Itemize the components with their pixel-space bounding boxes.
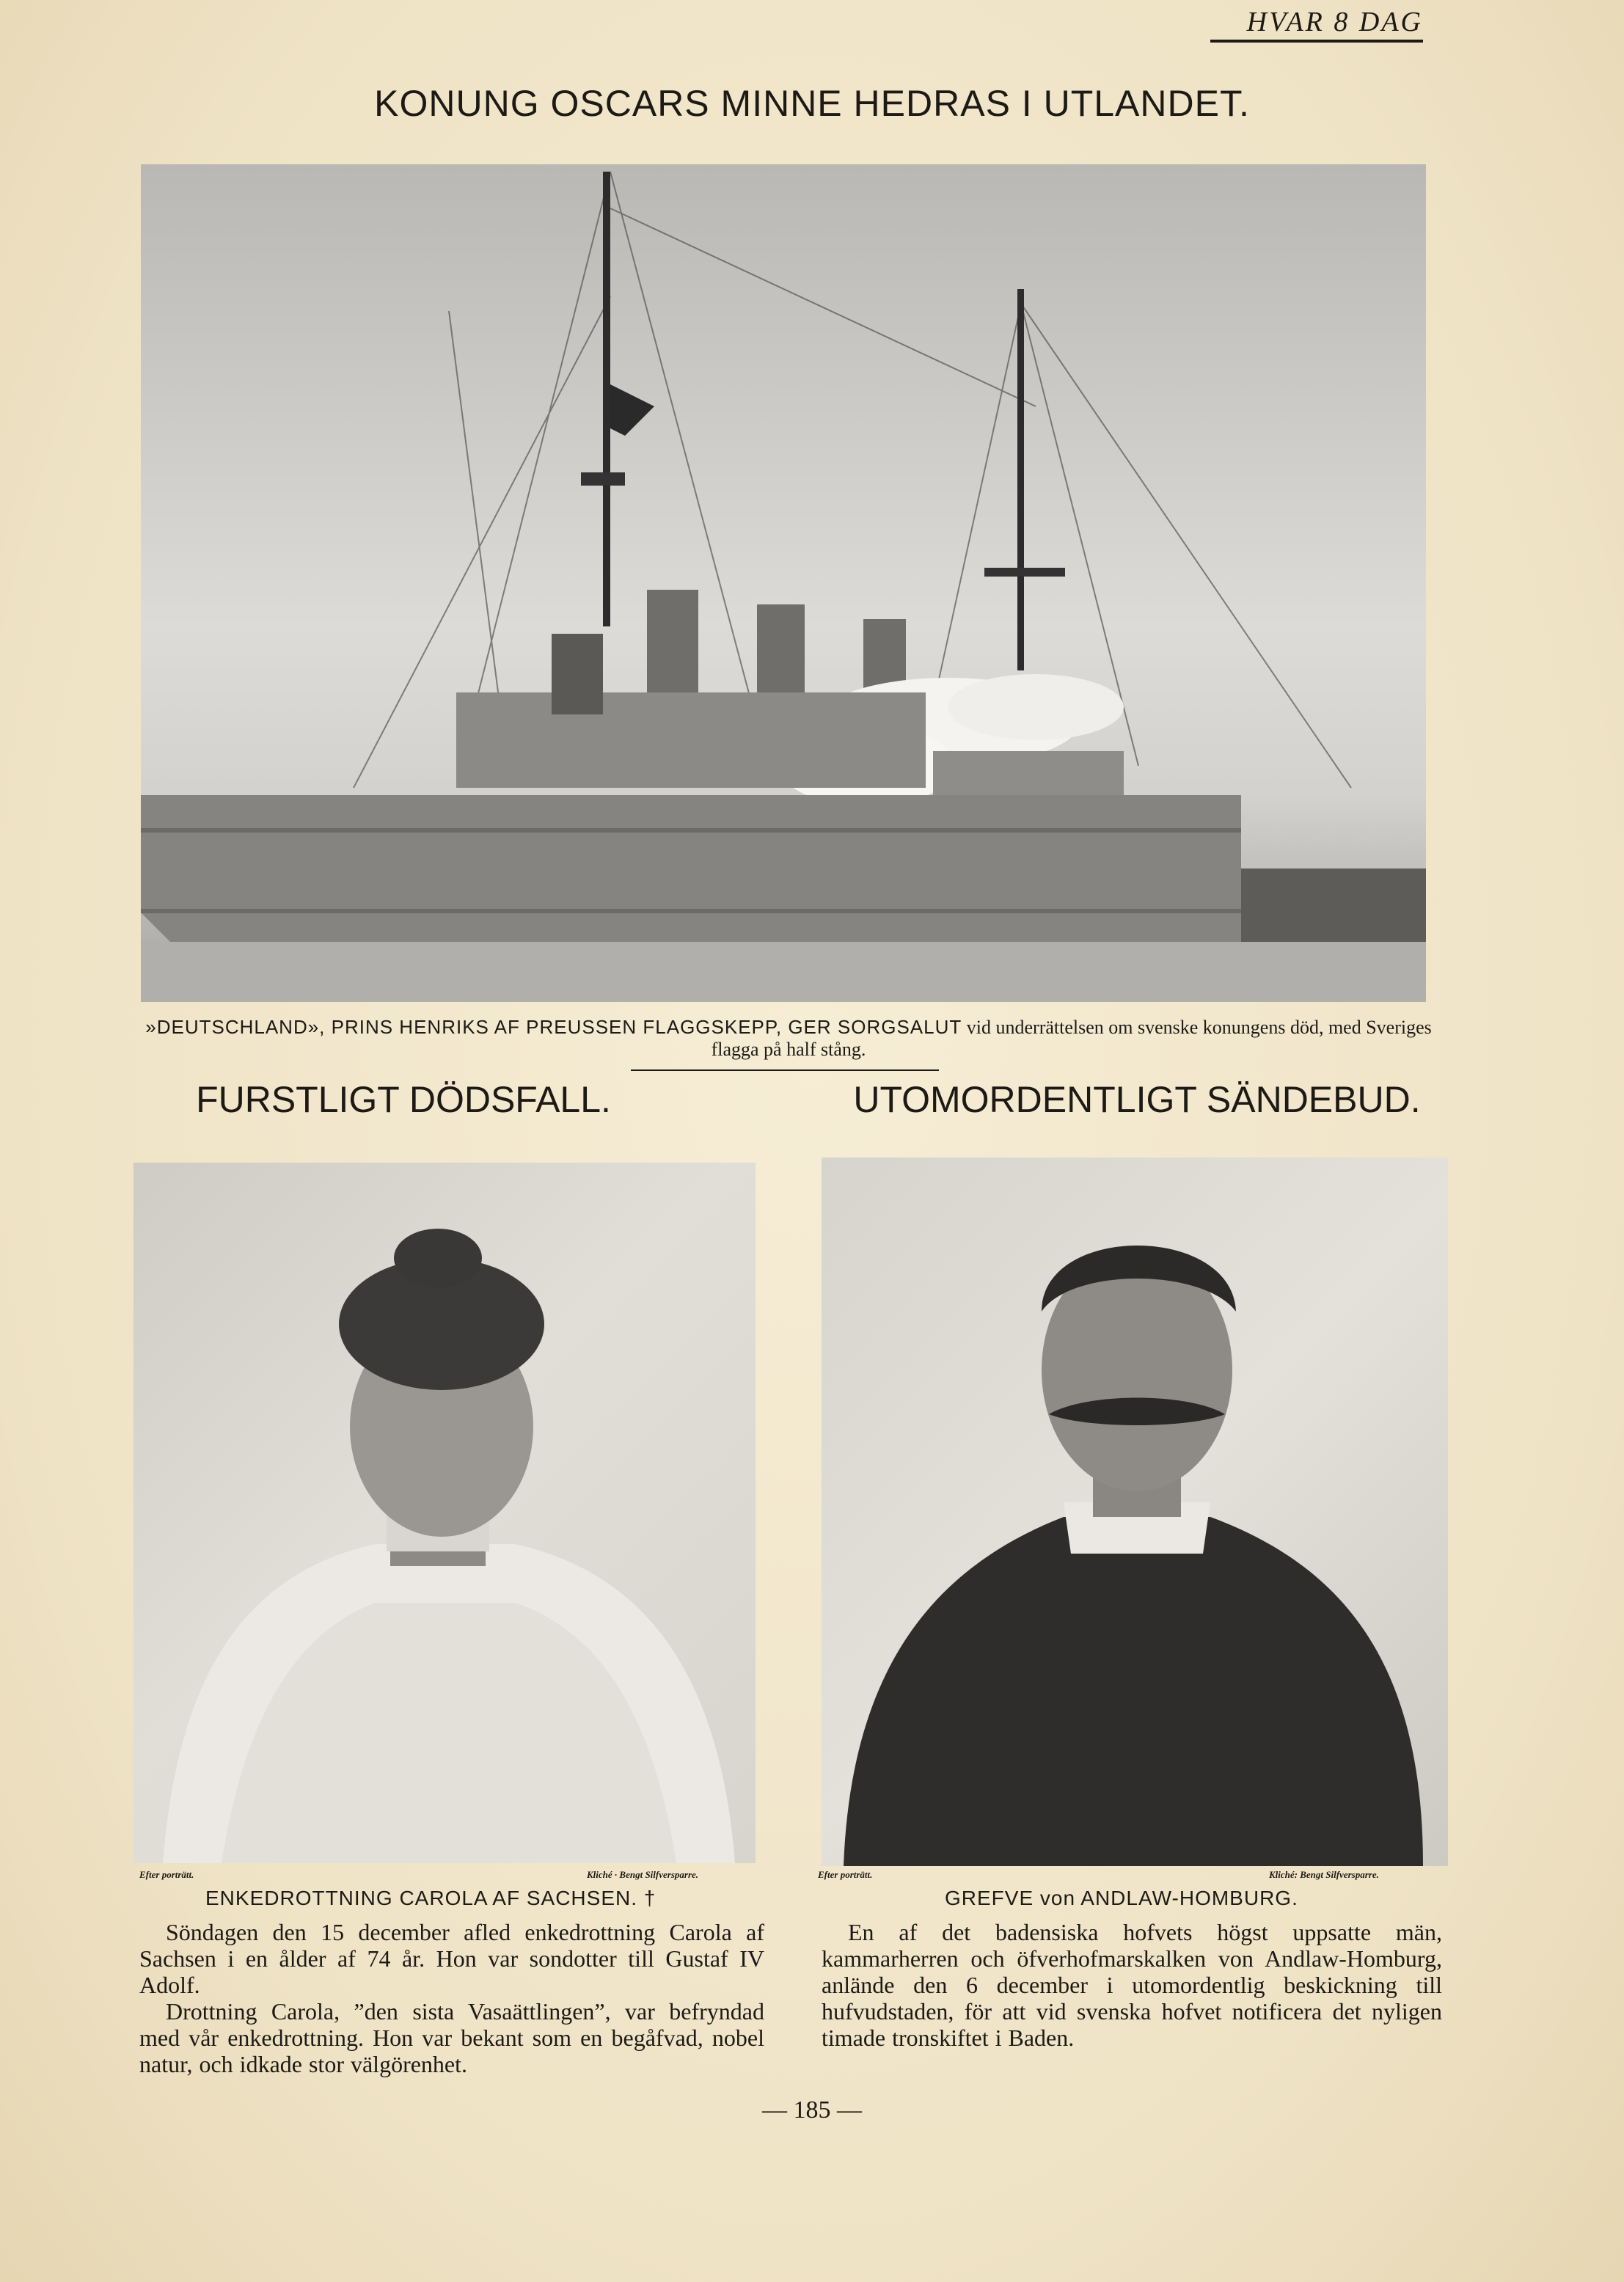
left-article-body xyxy=(139,1919,764,2077)
count-andlaw-portrait xyxy=(822,1158,1448,1866)
queen-carola-portrait xyxy=(133,1163,756,1863)
caption-rule xyxy=(631,1069,939,1071)
left-paragraph: Drottning Carola, ”den sista Vasaättlingen”, var befryndad med vår enkedrottning. Hon var bekant som en begåfvad, nobel natur, och idkade stor välgörenhet. xyxy=(139,1998,764,2077)
ship-caption-caps: »DEUTSCHLAND», PRINS HENRIKS AF PREUSSEN FLAGGSKEPP, GER SORGSALUT xyxy=(145,1016,962,1038)
page-number: — 185 — xyxy=(762,2096,862,2124)
warship-photo xyxy=(141,164,1426,1002)
ship-photo-caption xyxy=(139,1016,1438,1061)
right-paragraph: En af det badensiska hofvets högst uppsatte män, kammarherren och öfverhofmarskalken von Andlaw-Homburg, anlände den 6 december i utomordentlig beskickning till hufvudstaden, för att vid svenska hofvet notificera det nyligen timade tronskiftet i Baden. xyxy=(822,1919,1442,2051)
left-name-caption: ENKEDROTTNING CAROLA AF SACHSEN. † xyxy=(205,1887,656,1909)
right-photo-credit-left: Efter porträtt. xyxy=(818,1869,873,1880)
main-title: KONUNG OSCARS MINNE HEDRAS I UTLANDET. xyxy=(374,83,1250,124)
right-article-body xyxy=(822,1919,1442,2051)
right-heading: UTOMORDENTLIGT SÄNDEBUD. xyxy=(853,1079,1421,1120)
left-heading: FURSTLIGT DÖDSFALL. xyxy=(196,1079,611,1120)
left-photo-credit-left: Efter porträtt. xyxy=(139,1869,194,1880)
right-photo-credit-right: Kliché: Bengt Silfversparre. xyxy=(1269,1869,1379,1880)
right-name-caption: GREFVE von ANDLAW-HOMBURG. xyxy=(945,1887,1298,1909)
left-photo-credit-right: Kliché · Bengt Silfversparre. xyxy=(587,1869,699,1880)
ship-caption-rest: vid underrättelsen om svenske konungens död, med Sveriges flagga på half stång. xyxy=(711,1017,1432,1060)
magazine-header-tag: HVAR 8 DAG xyxy=(1210,6,1423,43)
left-paragraph: Söndagen den 15 december afled enkedrottning Carola af Sachsen i en ålder af 74 år. Hon var sondotter till Gustaf IV Adolf. xyxy=(139,1919,764,1998)
